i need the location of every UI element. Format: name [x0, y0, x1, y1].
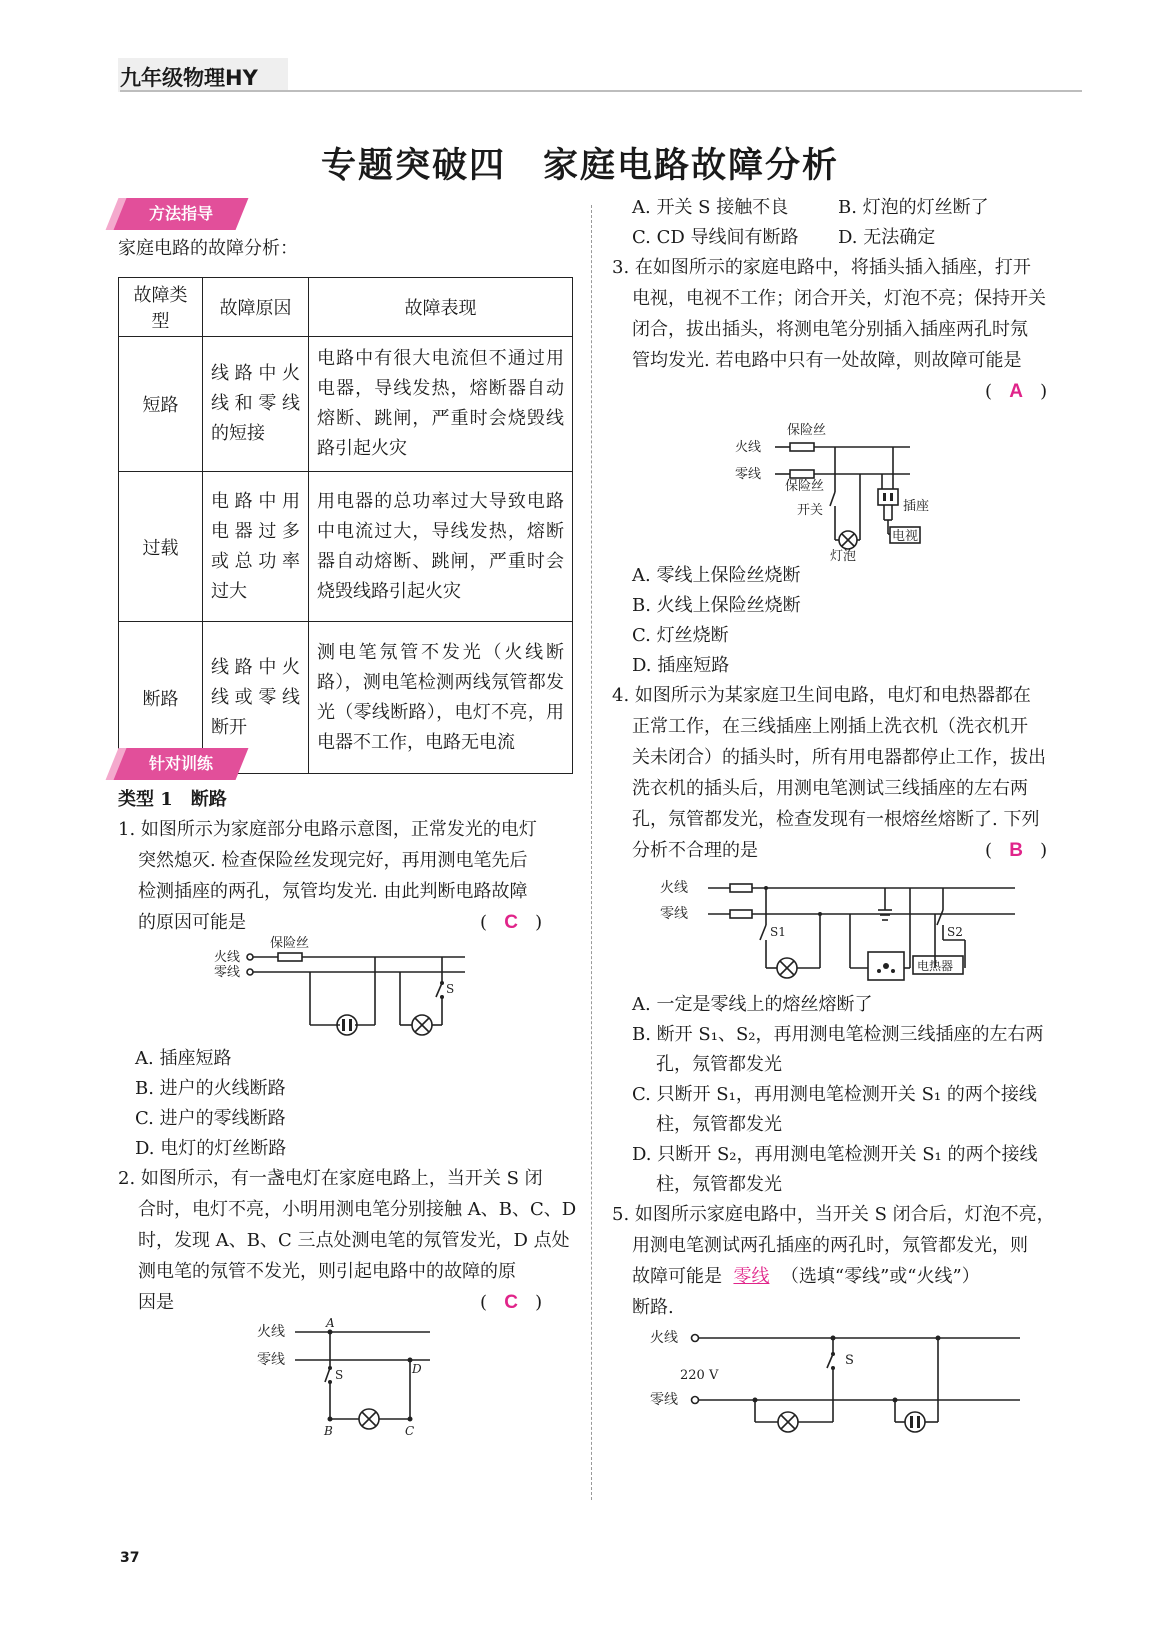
q2-line: 合时，电灯不亮，小明用测电笔分别接触 A、B、C、D	[138, 1199, 577, 1220]
q4-answer-bracket: ( B )	[985, 840, 1048, 861]
table-row	[119, 472, 573, 622]
q1-switch-label: S	[446, 982, 455, 996]
q4-line: 孔，氖管都发光，检查发现有一根熔丝熔断了. 下列	[632, 809, 1040, 830]
q4-line: 分析不合理的是	[632, 840, 758, 861]
q1-line: 1. 如图所示为家庭部分电路示意图，正常发光的电灯	[118, 819, 537, 840]
q5-circuit-diagram	[650, 1322, 1040, 1442]
q4-live-label: 火线	[660, 880, 688, 896]
q3-live-label: 火线	[735, 440, 762, 455]
q3-option: A. 零线上保险丝烧断	[632, 565, 801, 586]
q1-fuse-label: 保险丝	[270, 936, 310, 951]
q2-line: 时，发现 A、B、C 三点处测电笔的氖管发光，D 点处	[138, 1230, 570, 1251]
q1-answer-bracket: ( C )	[480, 912, 543, 933]
q4-answer: B	[1009, 840, 1023, 861]
fault-cause: 线路中火线和零线的短接	[203, 337, 309, 472]
q2-point-b: B	[324, 1424, 333, 1438]
method-badge: 方法指导	[120, 198, 242, 230]
page-title: 专题突破四 家庭电路故障分析	[320, 146, 839, 186]
fault-type: 短路	[119, 337, 203, 472]
fault-symptom: 用电器的总功率过大导致电路中电流过大，导线发热，熔断器自动熔断、跳闸，严重时会烧毁线路引起火灾	[309, 472, 573, 622]
q4-line: 4. 如图所示为某家庭卫生间电路，电灯和电热器都在	[612, 685, 1031, 706]
q3-switch-label: 开关	[797, 503, 824, 518]
fault-cause: 线路中火线或零线断开	[203, 622, 309, 774]
q5-switch-label: S	[845, 1353, 854, 1368]
q1-circuit-diagram	[210, 935, 485, 1045]
q4-option: A. 一定是零线上的熔丝熔断了	[632, 994, 873, 1015]
q3-socket-label: 插座	[903, 499, 930, 514]
q3-option: D. 插座短路	[632, 655, 730, 676]
q2-point-d: D	[412, 1362, 422, 1376]
table-header-row	[119, 278, 573, 337]
q5-line: 5. 如图所示家庭电路中，当开关 S 闭合后，灯泡不亮，	[612, 1204, 1055, 1225]
q3-bulb-label: 灯泡	[830, 549, 857, 562]
q4-neutral-label: 零线	[660, 906, 688, 922]
q3-tv-label: 电视	[892, 529, 919, 544]
q1-option: B. 进户的火线断路	[135, 1078, 286, 1099]
q3-option: C. 灯丝烧断	[632, 625, 729, 646]
q4-option: 孔，氖管都发光	[656, 1054, 782, 1075]
table-header-cell: 故障类型	[119, 278, 203, 337]
column-divider	[591, 205, 592, 1500]
q3-line: 管均发光. 若电路中只有一处故障，则故障可能是	[632, 350, 1022, 371]
q3-fuse-bottom-label: 保险丝	[785, 479, 825, 494]
q2-option: B. 灯泡的灯丝断了	[838, 197, 989, 218]
q5-neutral-label: 零线	[650, 1392, 678, 1408]
q2-circuit-diagram	[255, 1318, 445, 1443]
page-number: 37	[120, 1550, 140, 1566]
fault-symptom: 电路中有很大电流但不通过用电器，导线发热，熔断器自动熔断、跳闸，严重时会烧毁线路引起火灾	[309, 337, 573, 472]
q1-line: 突然熄灭. 检查保险丝发现完好，再用测电笔先后	[138, 850, 528, 871]
practice-badge: 针对训练	[120, 748, 242, 780]
q5-voltage-label: 220 V	[680, 1368, 719, 1383]
table-header-cell: 故障原因	[203, 278, 309, 337]
q4-s1-label: S1	[770, 925, 786, 939]
q3-line: 电视，电视不工作；闭合开关，灯泡不亮；保持开关	[632, 288, 1046, 309]
book-header: 九年级物理HY	[120, 66, 258, 90]
q4-option: D. 只断开 S₂，再用测电笔检测开关 S₁ 的两个接线	[632, 1144, 1038, 1165]
q3-option: B. 火线上保险丝烧断	[632, 595, 801, 616]
q2-answer-bracket: ( C )	[480, 1292, 543, 1313]
q3-fuse-top-label: 保险丝	[787, 423, 827, 438]
q4-s2-label: S2	[947, 925, 963, 939]
fault-cause: 电路中用电器过多或总功率过大	[203, 472, 309, 622]
q2-line: 因是	[138, 1292, 174, 1313]
q2-live-label: 火线	[257, 1324, 285, 1340]
table-header-cell: 故障表现	[309, 278, 573, 337]
fault-symptom: 测电笔氖管不发光（火线断路），测电笔检测两线氖管都发光（零线断路），电灯不亮，用电器不工作，电路无电流	[309, 622, 573, 774]
q4-option: C. 只断开 S₁，再用测电笔检测开关 S₁ 的两个接线	[632, 1084, 1037, 1105]
q1-live-label: 火线	[214, 950, 241, 965]
q3-answer: A	[1009, 381, 1023, 402]
q2-line: 测电笔的氖管不发光，则引起电路中的故障的原	[138, 1261, 516, 1282]
q4-circuit-diagram	[660, 870, 1030, 982]
q5-blank-answer: 零线	[733, 1266, 770, 1287]
q1-option: A. 插座短路	[135, 1048, 232, 1069]
q2-option: D. 无法确定	[838, 227, 936, 248]
q5-line: 故障可能是 零线 （选填“零线”或“火线”）	[632, 1266, 980, 1287]
q4-line: 正常工作，在三线插座上刚插上洗衣机（洗衣机开	[632, 716, 1028, 737]
q2-line: 2. 如图所示，有一盏电灯在家庭电路上，当开关 S 闭	[118, 1168, 543, 1189]
q1-neutral-label: 零线	[214, 965, 241, 980]
q4-option: 柱，氖管都发光	[656, 1174, 782, 1195]
table-row	[119, 337, 573, 472]
q4-line: 洗衣机的插头后，用测电笔测试三线插座的左右两	[632, 778, 1028, 799]
fault-table	[118, 277, 573, 774]
q1-option: D. 电灯的灯丝断路	[135, 1138, 287, 1159]
q1-line: 检测插座的两孔，氖管均发光. 由此判断电路故障	[138, 881, 528, 902]
q2-neutral-label: 零线	[257, 1352, 285, 1368]
q4-line: 关未闭合）的插头时，所有用电器都停止工作，拔出	[632, 747, 1046, 768]
intro-text: 家庭电路的故障分析：	[118, 238, 298, 259]
q2-answer: C	[504, 1292, 518, 1313]
q5-line: 用测电笔测试两孔插座的两孔时，氖管都发光，则	[632, 1235, 1028, 1256]
q3-line: 闭合，拔出插头，将测电笔分别插入插座两孔时氖	[632, 319, 1028, 340]
section-heading: 类型 1 断路	[118, 789, 227, 810]
q4-heater-label: 电热器	[917, 959, 954, 973]
q2-point-c: C	[405, 1424, 415, 1438]
q3-line: 3. 在如图所示的家庭电路中，将插头插入插座，打开	[612, 257, 1031, 278]
q3-answer-bracket: ( A )	[985, 381, 1048, 402]
q4-option: B. 断开 S₁、S₂，再用测电笔检测三线插座的左右两	[632, 1024, 1044, 1045]
q5-line: 断路.	[632, 1297, 674, 1318]
fault-type: 过载	[119, 472, 203, 622]
q2-option: C. CD 导线间有断路	[632, 227, 799, 248]
q2-point-a: A	[326, 1318, 335, 1330]
q1-option: C. 进户的零线断路	[135, 1108, 286, 1129]
q3-neutral-label: 零线	[735, 467, 762, 482]
q1-answer: C	[504, 912, 518, 933]
q1-line: 的原因可能是	[138, 912, 246, 933]
header-rule	[120, 90, 1082, 92]
fault-type: 断路	[119, 622, 203, 774]
q2-switch-label: S	[335, 1368, 344, 1382]
q3-circuit-diagram	[735, 412, 970, 562]
q5-live-label: 火线	[650, 1330, 678, 1346]
q2-option: A. 开关 S 接触不良	[632, 197, 789, 218]
q4-option: 柱，氖管都发光	[656, 1114, 782, 1135]
